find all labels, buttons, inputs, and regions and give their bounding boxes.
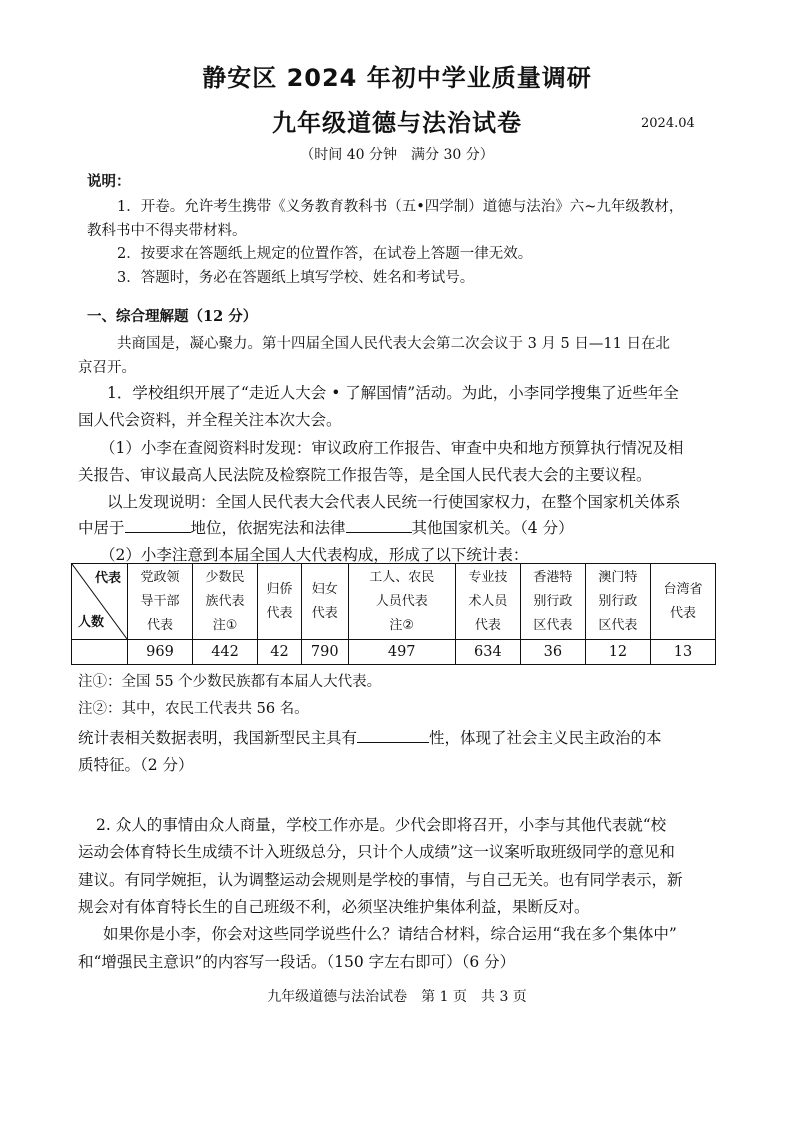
table-cell: 790 xyxy=(301,640,348,665)
table-cell: 442 xyxy=(193,640,258,665)
table-cell: 634 xyxy=(455,640,520,665)
page-footer: 九年级道德与法治试卷 第 1 页 共 3 页 xyxy=(267,989,527,1005)
section-intro: 共商国是，凝心聚力。第十四届全国人民代表大会第二次会议于 3 月 5 日—11 日在北 xyxy=(117,336,670,352)
table-header-cell: 归侨 代表 xyxy=(258,564,302,640)
question-2-line-2: 运动会体育特长生成绩不计入班级总分，只计个人成绩”这一议案听取班级同学的意见和 xyxy=(78,843,675,861)
table-header-cell: 澳门特 别行政 区代表 xyxy=(585,564,650,640)
table-cell: 36 xyxy=(520,640,585,665)
fill-text-a: 统计表相关数据表明，我国新型民主具有 xyxy=(78,729,358,747)
table-note-1: 注①：全国 55 个少数民族都有本届人大代表。 xyxy=(78,674,382,690)
question-1: 1．学校组织开展了“走近人大会 • 了解国情”活动。为此，小李同学搜集了近些年全 xyxy=(107,384,679,402)
corner-label-bottom: 人数 xyxy=(78,615,105,630)
fill-text-b: 地位，依据宪法和法律 xyxy=(190,519,346,537)
delegate-stats-table xyxy=(71,563,716,665)
question-2-line-3: 建议。有同学婉拒，认为调整运动会规则是学校的事情，与自己无关。也有同学表示，新 xyxy=(78,871,683,889)
fill-text-c: 其他国家机关。（4 分） xyxy=(411,519,574,537)
table-cell: 12 xyxy=(585,640,650,665)
exam-title: 静安区 2024 年初中学业质量调研 xyxy=(202,64,592,92)
question-1-1-statement: 以上发现说明：全国人民代表大会代表人民统一行使国家权力，在整个国家机关体系 xyxy=(107,493,681,511)
table-header-cell: 工人、农民 人员代表 注② xyxy=(348,564,455,640)
section-intro-cont: 京召开。 xyxy=(78,360,136,376)
question-2-line-4: 规会对有体育特长生的自己班级不利，必须坚决维护集体利益，果断反对。 xyxy=(78,898,590,916)
table-header-cell: 台湾省 代表 xyxy=(650,564,715,640)
question-2: 2. 众人的事情由众人商量，学校工作亦是。少代会即将召开，小李与其他代表就“校 xyxy=(96,816,667,834)
corner-label-top: 代表 xyxy=(94,571,121,586)
exam-time-info: （时间 40 分钟 满分 30 分） xyxy=(300,147,494,163)
instructions-heading: 说明： xyxy=(87,173,131,190)
table-cell: 42 xyxy=(258,640,302,665)
question-2-prompt-cont: 和“增强民主意识”的内容写一段话。（150 字左右即可）（6 分） xyxy=(78,953,516,971)
answer-blank-2[interactable] xyxy=(346,518,412,533)
answer-blank-1[interactable] xyxy=(125,518,191,533)
question-1-2-fill xyxy=(78,726,662,748)
question-2-prompt: 如果你是小李，你会对这些同学说些什么？请结合材料，综合运用“我在多个集体中” xyxy=(103,925,677,943)
table-header-row xyxy=(72,564,716,640)
table-note-2: 注②：其中，农民工代表共 56 名。 xyxy=(78,701,309,717)
table-row xyxy=(72,640,716,665)
instruction-item-1-cont: 教科书中不得夹带材料。 xyxy=(87,223,247,239)
exam-subtitle: 九年级道德与法治试卷 xyxy=(272,109,522,137)
question-1-1-cont: 关报告、审议最高人民法院及检察院工作报告等，是全国人民代表大会的主要议程。 xyxy=(78,466,652,484)
table-header-cell: 妇女 代表 xyxy=(301,564,348,640)
table-cell: 969 xyxy=(128,640,193,665)
table-header-cell: 少数民 族代表 注① xyxy=(193,564,258,640)
table-header-cell: 香港特 别行政 区代表 xyxy=(520,564,585,640)
instruction-item-3: 3．答题时，务必在答题纸上填写学校、姓名和考试号。 xyxy=(117,270,475,286)
section-heading: 一、综合理解题（12 分） xyxy=(87,308,258,325)
question-1-2-cont: 质特征。（2 分） xyxy=(78,756,194,774)
table-cell: 13 xyxy=(650,640,715,665)
fill-text-b: 性，体现了社会主义民主政治的本 xyxy=(429,729,662,747)
table-header-cell: 专业技 术人员 代表 xyxy=(455,564,520,640)
table-corner-cell xyxy=(72,564,128,640)
answer-blank-3[interactable] xyxy=(357,728,429,743)
question-1-cont: 国人代会资料，并全程关注本次大会。 xyxy=(78,411,342,429)
table-cell: 497 xyxy=(348,640,455,665)
question-1-1-fill xyxy=(78,516,574,538)
fill-text-a: 中居于 xyxy=(78,519,125,537)
exam-date: 2024.04 xyxy=(641,116,695,131)
question-1-2: （2）小李注意到本届全国人大代表构成，形成了以下统计表： xyxy=(100,546,529,564)
table-cell-empty xyxy=(72,640,128,665)
table-header-cell: 党政领 导干部 代表 xyxy=(128,564,193,640)
instruction-item-2: 2．按要求在答题纸上规定的位置作答，在试卷上答题一律无效。 xyxy=(117,246,533,262)
question-1-1: （1）小李在查阅资料时发现：审议政府工作报告、审查中央和地方预算执行情况及相 xyxy=(100,439,684,457)
instruction-item-1: 1．开卷。允许考生携带《义务教育教科书（五•四学制）道德与法治》六~九年级教材， xyxy=(117,199,684,215)
